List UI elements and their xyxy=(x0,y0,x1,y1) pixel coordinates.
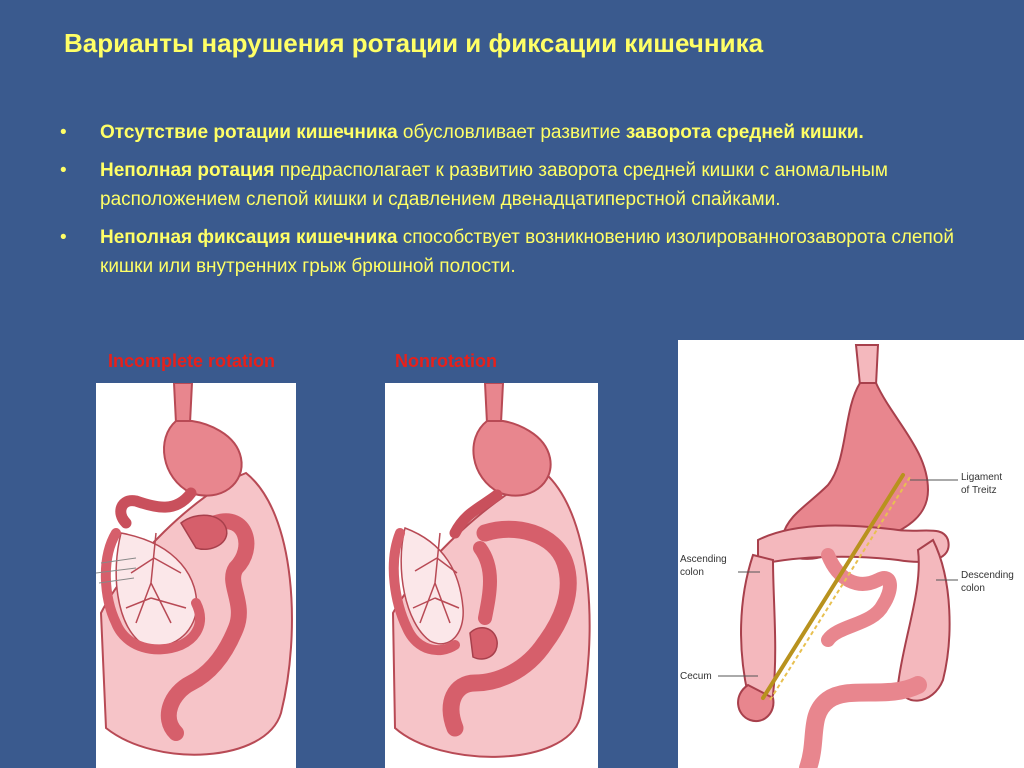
nonrotation-illustration xyxy=(385,383,598,768)
stomach xyxy=(473,421,550,496)
bullet-bold-text: заворота средней кишки. xyxy=(625,122,864,143)
duodenum-jejunum xyxy=(828,555,890,640)
sigmoid-colon xyxy=(808,685,918,768)
slide-title: Варианты нарушения ротации и фиксации кишечника xyxy=(64,28,764,58)
descending-colon-label-2: colon xyxy=(961,583,985,594)
descending-colon-label: Descending xyxy=(961,570,1014,581)
incomplete-rotation-label: Incomplete rotation xyxy=(108,351,276,371)
descending-colon xyxy=(898,540,950,701)
bullet-bold-text: Отсутствие ротации кишечника xyxy=(100,122,398,143)
bullet-item-nonrotation xyxy=(60,118,960,147)
ascending-colon-label-2: colon xyxy=(680,567,704,578)
bullet-item-incomplete-fixation xyxy=(60,223,960,281)
cecum xyxy=(470,628,497,659)
ligament-of-treitz-label: Ligament xyxy=(961,472,1003,483)
bullet-item-incomplete-rotation xyxy=(60,156,960,214)
bullet-text: способствует возникновению изолированногозаворота слепой кишки или внутренних грыж брюшной полости. xyxy=(100,227,954,277)
stomach xyxy=(164,421,242,496)
bullet-bold-text: Неполная ротация xyxy=(100,160,275,181)
esophagus xyxy=(485,383,503,423)
ligament-of-treitz-label-2: of Treitz xyxy=(961,485,997,496)
bullet-marker: • xyxy=(60,160,67,181)
ascending-colon-label: Ascending xyxy=(680,554,727,565)
esophagus xyxy=(174,383,192,423)
bullet-text: предрасполагает к развитию заворота средней кишки с аномальным расположением слепой кишки и сдавлением двенадцатиперстной спайками. xyxy=(100,160,888,210)
bullet-marker: • xyxy=(60,122,67,143)
nonrotation-label: Nonrotation xyxy=(395,351,497,371)
bullet-list xyxy=(60,118,960,290)
cecum-label: Cecum xyxy=(680,671,712,682)
bullet-bold-text: Неполная фиксация кишечника xyxy=(100,227,398,248)
bullet-text: обусловливает развитие xyxy=(397,122,626,143)
bullet-marker: • xyxy=(60,227,67,248)
esophagus xyxy=(856,345,878,385)
incomplete-rotation-illustration xyxy=(96,383,296,768)
normal-anatomy-diagram xyxy=(678,340,1024,768)
